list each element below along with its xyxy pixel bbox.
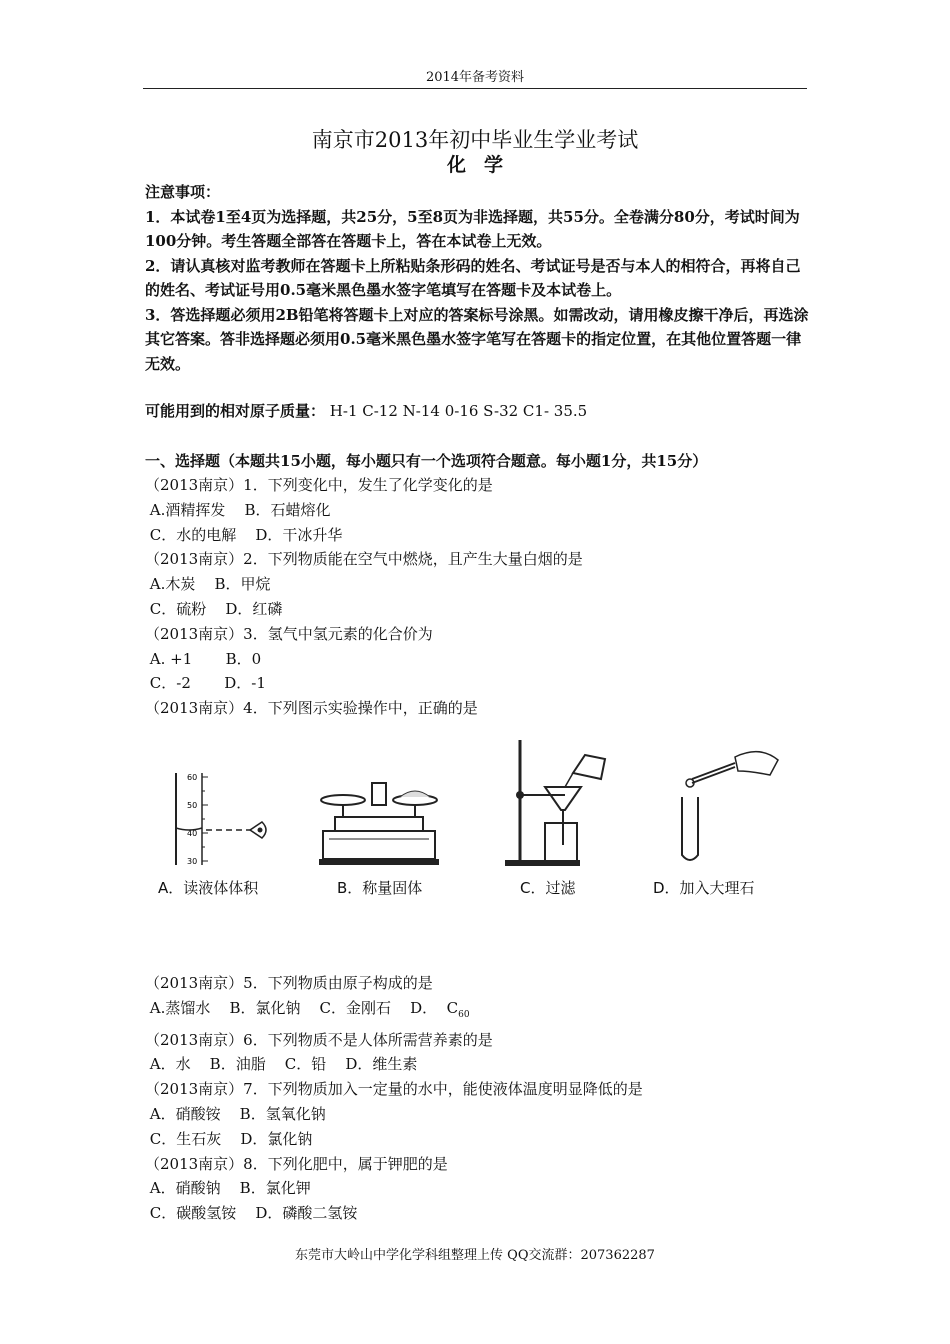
q5-options: A.蒸馏水 B．氯化钠 C．金刚石 D． C bbox=[145, 998, 459, 1017]
question-line: （2013南京）6．下列物质不是人体所需营养素的是 bbox=[145, 1030, 493, 1049]
exam-title: 南京市2013年初中毕业生学业考试 bbox=[311, 128, 639, 152]
question-line: C．硫粉 D．红磷 bbox=[145, 599, 283, 618]
cylinder-illustration bbox=[150, 735, 290, 870]
question-line: A．硝酸钠 B．氯化钾 bbox=[145, 1179, 311, 1198]
exam-subject: 化学 bbox=[446, 154, 521, 176]
scale-label: 30 bbox=[187, 857, 198, 866]
question-line: （2013南京）2．下列物质能在空气中燃烧，且产生大量白烟的是 bbox=[145, 550, 583, 569]
figure-caption: B．称量固体 bbox=[337, 879, 423, 897]
page-footer: 东莞市大岭山中学化学科组整理上传 QQ交流群：207362287 bbox=[295, 1248, 655, 1263]
notes-section bbox=[145, 180, 810, 376]
balance-illustration bbox=[315, 735, 445, 870]
question-line bbox=[145, 996, 810, 1028]
question-line: C．碳酸氢铵 D．磷酸二氢铵 bbox=[145, 1204, 358, 1223]
note-item: 2．请认真核对监考教师在答题卡上所粘贴条形码的姓名、考试证号是否与本人的相符合，再将自己的姓名、考试证号用0.5毫米黑色墨水签字笔填写在答题卡及本试卷上。 bbox=[145, 256, 801, 299]
atomic-mass-values: H-1 C-12 N-14 0-16 S-32 C1- 35.5 bbox=[329, 402, 588, 420]
questions-block-1 bbox=[145, 473, 810, 721]
q5-subscript: 60 bbox=[458, 1009, 470, 1020]
note-item: 1．本试卷1至4页为选择题，共25分，5至8页为非选择题，共55分。全卷满分80分，考试时间为100分钟。考生答题全部答在答题卡上，答在本试卷上无效。 bbox=[145, 207, 800, 250]
note-item: 3．答选择题必须用2B铅笔将答题卡上对应的答案标号涂黑。如需改动，请用橡皮擦干净后，再选涂其它答案。答非选择题必须用0.5毫米黑色墨水签字笔写在答题卡的指定位置，在其他位置答题一律无效。 bbox=[145, 305, 809, 373]
page-header: 2014年备考资料 bbox=[143, 66, 807, 89]
figure-caption: C．过滤 bbox=[520, 879, 576, 897]
atomic-mass-line bbox=[145, 400, 587, 422]
test-tube-illustration bbox=[650, 735, 790, 870]
figure-filtration bbox=[485, 735, 615, 900]
figure-caption: D．加入大理石 bbox=[653, 879, 755, 897]
question-line: （2013南京）5．下列物质由原子构成的是 bbox=[145, 974, 433, 992]
question-line: （2013南京）3．氢气中氢元素的化合价为 bbox=[145, 624, 433, 643]
questions-block-2 bbox=[145, 971, 810, 1226]
question-line: C．生石灰 D．氯化钠 bbox=[145, 1129, 313, 1148]
question-line: （2013南京）8．下列化肥中，属于钾肥的是 bbox=[145, 1154, 448, 1173]
question-line: （2013南京）1．下列变化中，发生了化学变化的是 bbox=[145, 476, 493, 494]
notes-heading: 注意事项： bbox=[145, 183, 221, 201]
filtration-illustration bbox=[485, 735, 615, 870]
section-heading: 一、选择题（本题共15小题，每小题只有一个选项符合题意。每小题1分，共15分） bbox=[145, 452, 708, 470]
question-line: A．水 B．油脂 C．铅 D．维生素 bbox=[145, 1055, 418, 1074]
question-line: A.酒精挥发 B．石蜡熔化 bbox=[145, 500, 331, 519]
scale-label: 40 bbox=[187, 829, 198, 838]
figure-read-volume bbox=[150, 735, 290, 900]
scale-label: 60 bbox=[187, 773, 198, 782]
question-line: C．水的电解 D．干冰升华 bbox=[145, 525, 343, 544]
question-line: （2013南京）7．下列物质加入一定量的水中，能使液体温度明显降低的是 bbox=[145, 1080, 643, 1099]
scale-label: 50 bbox=[187, 801, 198, 810]
figure-weigh-solid bbox=[315, 735, 445, 900]
atomic-mass-label: 可能用到的相对原子质量： bbox=[145, 402, 326, 420]
question-line: C．-2 D．-1 bbox=[145, 674, 266, 693]
question-line: （2013南京）4．下列图示实验操作中，正确的是 bbox=[145, 699, 478, 718]
figure-add-marble bbox=[650, 735, 790, 900]
question-line: A. +1 B．0 bbox=[145, 649, 262, 668]
lab-figures bbox=[150, 735, 800, 900]
figure-caption: A．读液体体积 bbox=[158, 879, 259, 897]
question-line: A．硝酸铵 B．氢氧化钠 bbox=[145, 1104, 326, 1123]
question-line: A.木炭 B．甲烷 bbox=[145, 575, 271, 594]
